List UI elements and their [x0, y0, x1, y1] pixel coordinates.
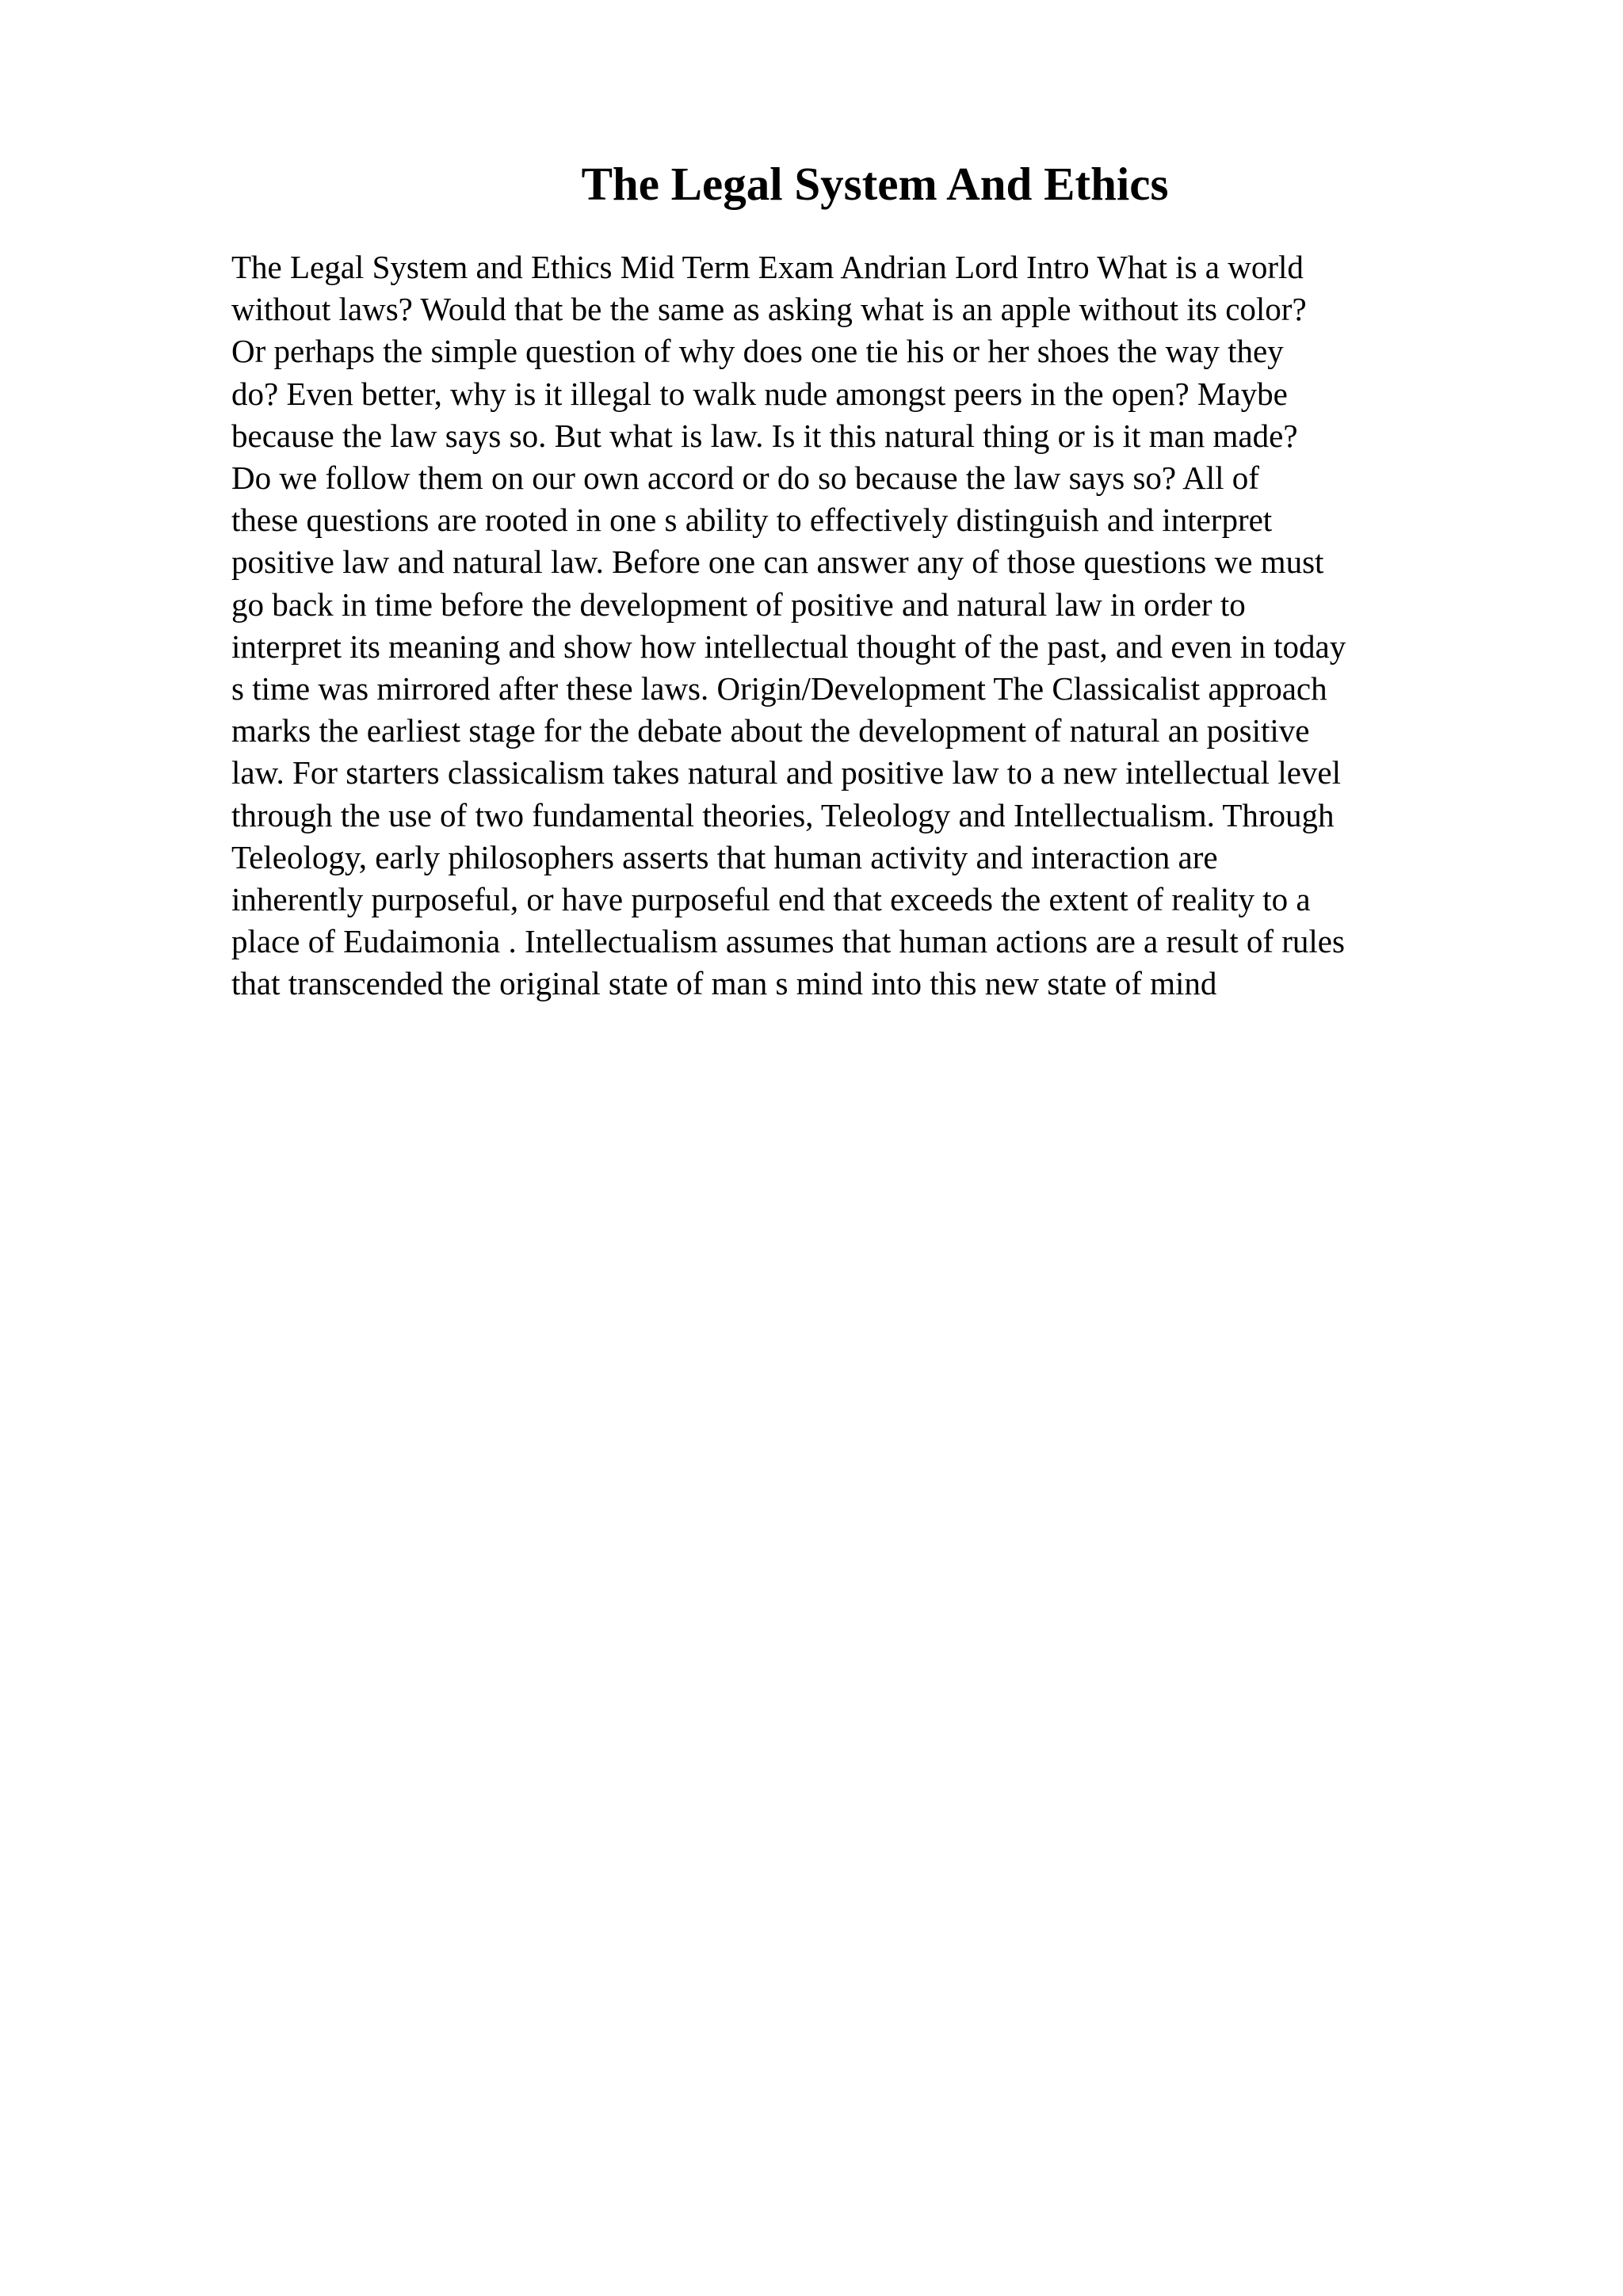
body-line: without laws? Would that be the same as asking what is an apple without its color? — [231, 291, 1307, 328]
body-line: interpret its meaning and show how intellectual thought of the past, and even in today — [231, 627, 1346, 665]
body-line: these questions are rooted in one s ability to effectively distinguish and interpret — [231, 502, 1273, 539]
document-body — [231, 246, 1594, 1005]
body-line: go back in time before the development of positive and natural law in order to — [231, 585, 1246, 623]
body-line: inherently purposeful, or have purposeful end that exceeds the extent of reality to a — [231, 881, 1311, 918]
body-line: through the use of two fundamental theories, Teleology and Intellectualism. Through — [231, 796, 1335, 833]
body-line: Do we follow them on our own accord or do so because the law says so? All of — [231, 460, 1259, 497]
body-line: The Legal System and Ethics Mid Term Exam Andrian Lord Intro What is a world — [231, 249, 1304, 285]
body-line: s time was mirrored after these laws. Origin/Development The Classicalist approach — [231, 670, 1327, 707]
body-line: do? Even better, why is it illegal to walk nude amongst peers in the open? Maybe — [231, 375, 1288, 412]
body-line: marks the earliest stage for the debate about the development of natural an positive — [231, 712, 1310, 749]
body-line: place of Eudaimonia . Intellectualism assumes that human actions are a result of rules — [231, 923, 1345, 960]
document-title: The Legal System And Ethics — [581, 158, 1169, 210]
body-line: law. For starters classicalism takes natural and positive law to a new intellectual level — [231, 754, 1342, 791]
body-line: because the law says so. But what is law. Is it this natural thing or is it man made? — [231, 417, 1298, 454]
body-line: positive law and natural law. Before one can answer any of those questions we must — [231, 543, 1324, 581]
body-line: Teleology, early philosophers asserts that human activity and interaction are — [231, 838, 1218, 875]
body-line: Or perhaps the simple question of why does one tie his or her shoes the way they — [231, 333, 1284, 370]
body-line: that transcended the original state of man s mind into this new state of mind — [231, 965, 1217, 1002]
